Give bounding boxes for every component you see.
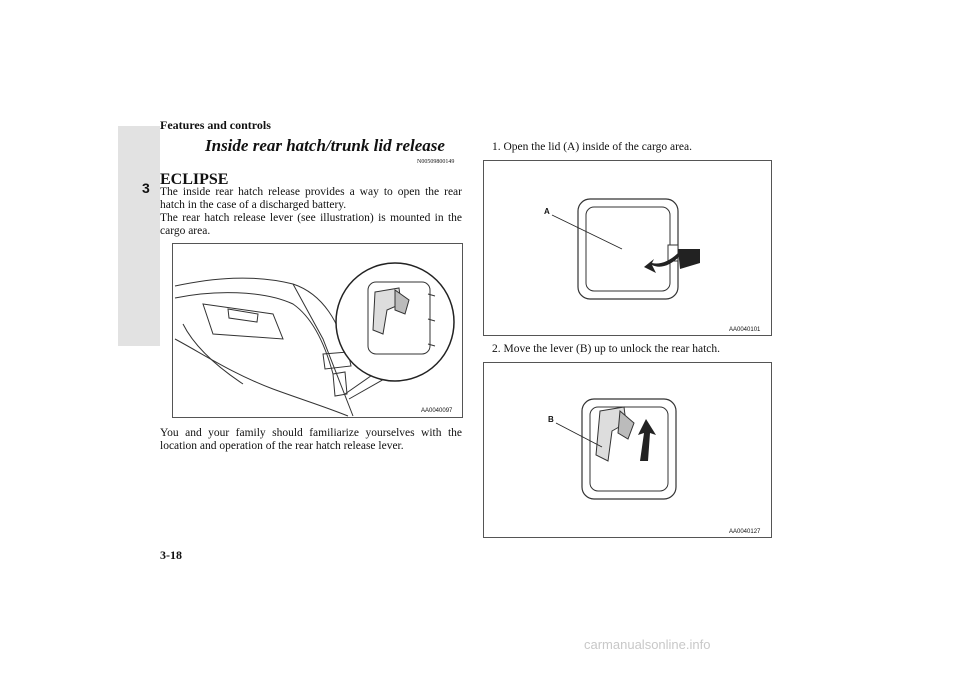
figure-code: AA0040127 — [729, 529, 761, 535]
figure-code: AA0040097 — [421, 408, 453, 414]
section-header: Features and controls — [160, 118, 271, 132]
figure-lid-a — [483, 160, 772, 336]
cargo-illustration — [173, 244, 462, 417]
paragraph-familiarize: You and your family should familiarize yourselves with the location and operation of the rear hatch release lever. — [160, 427, 462, 452]
figure-cargo-area — [172, 243, 463, 418]
chapter-number: 3 — [142, 180, 150, 196]
label-a: A — [544, 207, 550, 216]
figure-lever-b — [483, 362, 772, 538]
watermark: carmanualsonline.info — [584, 637, 711, 652]
page-number: 3-18 — [160, 548, 182, 562]
lever-illustration — [484, 363, 771, 537]
lid-illustration — [484, 161, 771, 335]
model-subheading: ECLIPSE — [160, 171, 229, 188]
zoom-inset — [336, 263, 454, 381]
figure-code: AA0040101 — [729, 327, 761, 333]
step-1: 1. Open the lid (A) inside of the cargo area. — [492, 141, 693, 153]
pull-arrow-icon — [678, 249, 700, 269]
section-title: Inside rear hatch/trunk lid release — [205, 136, 445, 155]
label-b: B — [548, 415, 554, 424]
section-code: N00509800149 — [417, 159, 455, 165]
paragraph-lever-location: The rear hatch release lever (see illustration) is mounted in the cargo area. — [160, 212, 462, 237]
chapter-tab — [118, 126, 160, 346]
step-2: 2. Move the lever (B) up to unlock the rear hatch. — [492, 343, 721, 355]
paragraph-battery: The inside rear hatch release provides a way to open the rear hatch in the case of a discharged battery. — [160, 186, 462, 211]
